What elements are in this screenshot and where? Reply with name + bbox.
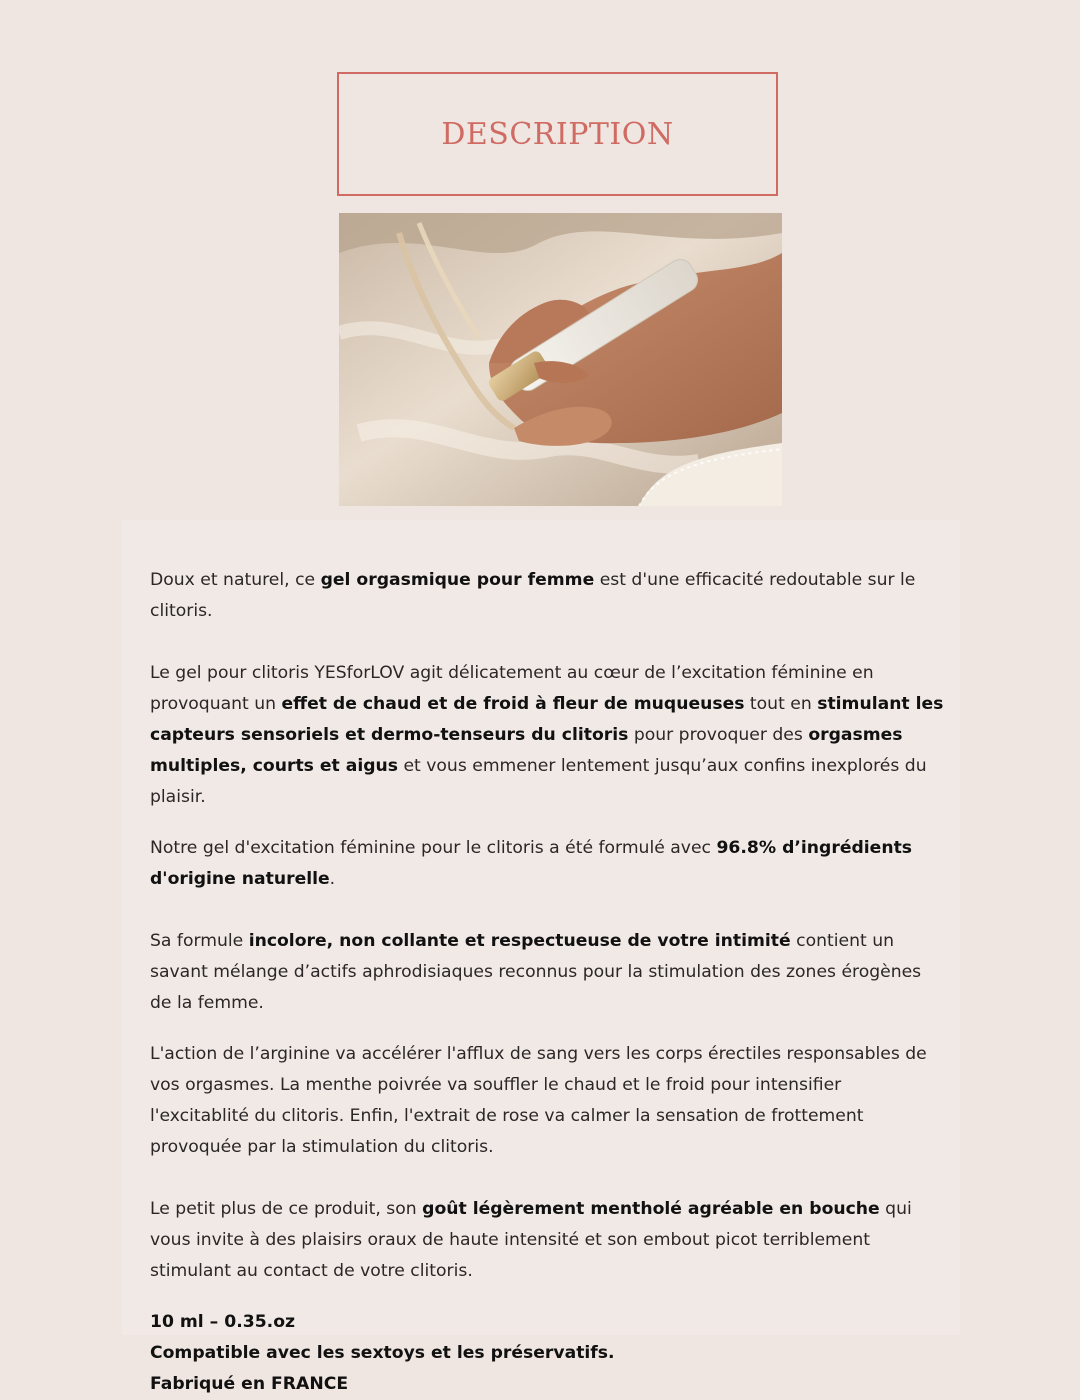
product-specs <box>150 1307 945 1400</box>
paragraph-ingredients: L'action de l’arginine va accélérer l'afflux de sang vers les corps érectiles responsables de vos orgasmes. La menthe poivrée va souffler le chaud et le froid pour intensifier l'excitablité du clitoris. Enfin, l'extrait de rose va calmer la sensation de frottement provoquée par la stimulation du clitoris. <box>150 1044 927 1157</box>
description-text <box>150 565 945 1400</box>
spec-origin: Fabriqué en FRANCE <box>150 1374 349 1394</box>
description-title-box <box>337 72 778 196</box>
page-title: DESCRIPTION <box>441 116 674 152</box>
paragraph-natural: Notre gel d'excitation féminine pour le clitoris a été formulé avec 96.8% d’ingrédients d'origine naturelle. <box>150 838 913 889</box>
paragraph-formula: Sa formule incolore, non collante et respectueuse de votre intimité contient un savant mélange d’actifs aphrodisiaques reconnus pour la stimulation des zones érogènes de la femme. <box>150 931 922 1013</box>
description-content <box>122 520 960 1394</box>
paragraph-effect: Le gel pour clitoris YESforLOV agit délicatement au cœur de l’excitation féminine en provoquant un effet de chaud et de froid à fleur de muqueuses tout en stimulant les capteurs sensoriels et dermo-tenseurs du clitoris pour provoquer des orgasmes multiples, courts et aigus et vous emmener lentement jusqu’aux confins inexplorés du plaisir. <box>150 663 944 807</box>
spec-volume: 10 ml – 0.35.oz <box>150 1312 296 1332</box>
product-photo-icon <box>339 213 782 506</box>
product-photo <box>339 213 782 506</box>
spec-compatibility: Compatible avec les sextoys et les préservatifs. <box>150 1343 615 1363</box>
paragraph-bonus: Le petit plus de ce produit, son goût légèrement mentholé agréable en bouche qui vous invite à des plaisirs oraux de haute intensité et son embout picot terriblement stimulant au contact de votre clitoris. <box>150 1199 912 1281</box>
paragraph-intro: Doux et naturel, ce gel orgasmique pour femme est d'une efficacité redoutable sur le clitoris. <box>150 570 916 621</box>
